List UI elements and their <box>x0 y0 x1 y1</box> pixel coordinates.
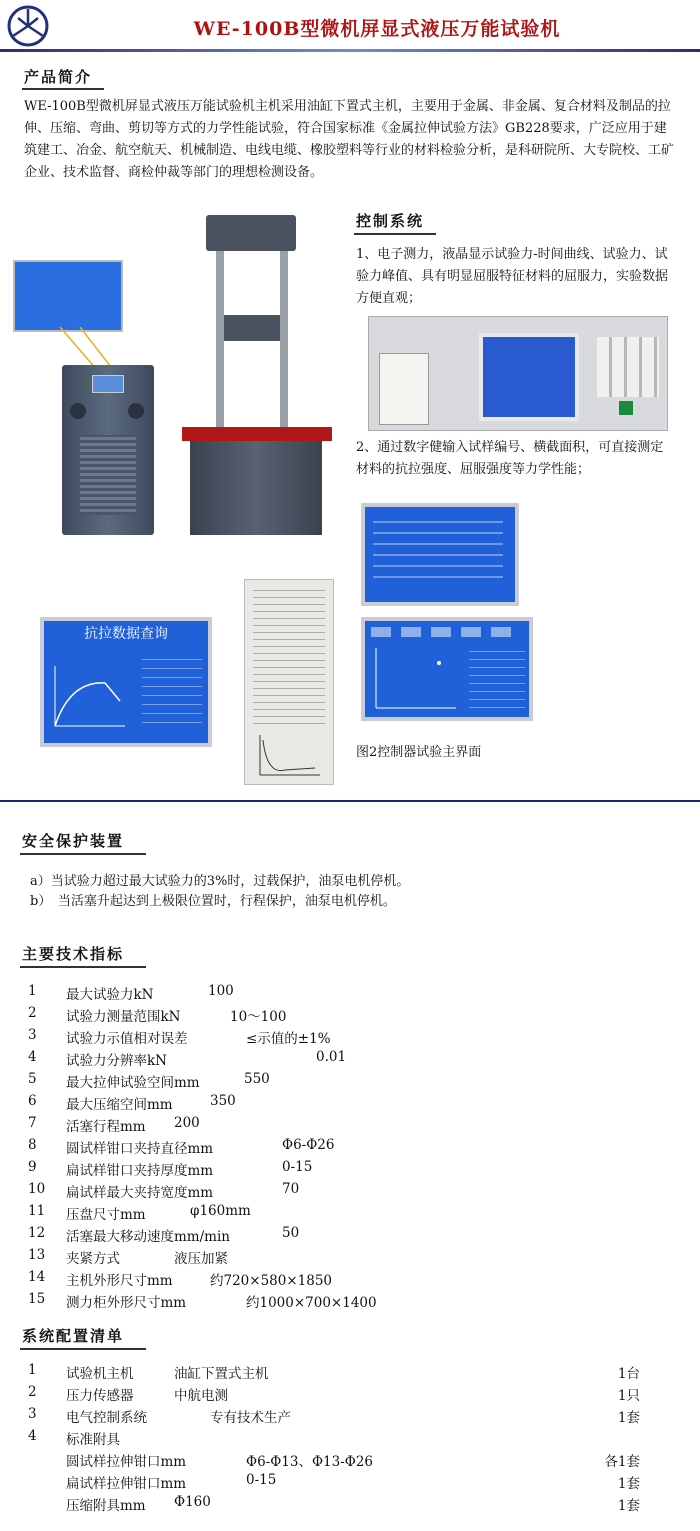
safety-item-b: b） 当活塞升起达到上极限位置时，行程保护，油泵电机停机。 <box>30 894 396 909</box>
safety-heading-rule <box>20 853 146 855</box>
controller-lcd <box>479 333 579 421</box>
config-num: 4 <box>28 1428 37 1444</box>
config-qty: 1套 <box>617 1410 640 1426</box>
specs-heading: 主要技术指标 <box>22 945 125 963</box>
config-row <box>28 1472 648 1494</box>
spec-num: 10 <box>28 1181 46 1197</box>
spec-value: 70 <box>282 1181 300 1197</box>
config-item: 试验机主机 <box>66 1366 134 1382</box>
spec-num: 14 <box>28 1269 46 1285</box>
query-values <box>142 651 202 731</box>
spec-item: 活塞最大移动速度mm/min <box>66 1229 230 1245</box>
spec-value: 200 <box>174 1115 200 1131</box>
printout-curve <box>255 730 325 780</box>
cabinet-knob-left <box>70 403 86 419</box>
config-value: 油缸下置式主机 <box>174 1366 269 1382</box>
spec-value: ≤示值的±1% <box>246 1031 331 1047</box>
spec-num: 15 <box>28 1291 46 1307</box>
spec-num: 3 <box>28 1027 37 1043</box>
control-point-1: 1、电子测力，液晶显示试验力-时间曲线、试验力、试验力峰值、具有明显屈服特征材料的屈服力，实验数据方便直观； <box>356 247 669 306</box>
company-logo <box>6 4 50 48</box>
main-interface-values <box>469 645 525 715</box>
spec-item: 夹紧方式 <box>66 1251 120 1267</box>
config-qty: 1套 <box>617 1476 640 1492</box>
spec-item: 最大压缩空间mm <box>66 1097 173 1113</box>
config-row <box>28 1362 648 1384</box>
query-screen-image <box>40 617 212 747</box>
spec-item: 最大拉伸试验空间mm <box>66 1075 200 1091</box>
config-item: 电气控制系统 <box>66 1410 147 1426</box>
spec-num: 5 <box>28 1071 37 1087</box>
machine-photo <box>10 215 350 545</box>
spec-item: 试验力示值相对误差 <box>66 1031 188 1047</box>
query-screen-title: 抗拉数据查询 <box>84 626 168 642</box>
main-interface-chart <box>371 643 461 713</box>
config-num: 2 <box>28 1384 37 1400</box>
header-divider <box>0 49 700 52</box>
intro-paragraph: WE-100B型微机屏显式液压万能试验机主机采用油缸下置式主机，主要用于金属、非金属、复合材料及制品的拉伸、压缩、弯曲、剪切等方式的力学性能试验，符合国家标准《金属拉伸试验方法》GB228要求，广泛应用于建筑建工、冶金、航空航天、机械制造、电线电缆、橡胶塑料等行业的材料检验分析，是科研院所、大专院校、工矿企业、技术监督、商检仲裁等部门的理想检测设备。 <box>24 99 675 180</box>
spec-value: 约720×580×1850 <box>210 1273 333 1289</box>
config-row <box>28 1494 648 1516</box>
controller-green-button <box>619 401 633 415</box>
config-value: Φ6-Φ13、Φ13-Φ26 <box>246 1454 374 1470</box>
config-item: 压力传感器 <box>66 1388 134 1404</box>
intro-heading: 产品简介 <box>24 68 93 86</box>
spec-num: 4 <box>28 1049 37 1065</box>
spec-num: 2 <box>28 1005 37 1021</box>
section-divider <box>0 800 700 802</box>
spec-item: 试验力分辨率kN <box>66 1053 167 1069</box>
spec-value: 50 <box>282 1225 300 1241</box>
spec-item: 圆试样钳口夹持直径mm <box>66 1141 214 1157</box>
config-qty: 1台 <box>617 1366 640 1382</box>
safety-item-a: a）当试验力超过最大试验力的3%时，过载保护，油泵电机停机。 <box>30 874 410 889</box>
config-row <box>28 1406 648 1428</box>
spec-value: φ160mm <box>190 1203 251 1219</box>
spec-num: 6 <box>28 1093 37 1109</box>
intro-heading-rule <box>22 88 104 90</box>
config-value: 专有技术生产 <box>210 1410 291 1426</box>
machine-column-right <box>280 251 288 431</box>
controller-photo <box>368 316 668 431</box>
page-header <box>0 0 700 48</box>
printout-image <box>244 579 334 785</box>
spec-value: 10～100 <box>230 1009 287 1025</box>
control-cabinet <box>62 365 154 535</box>
spec-item: 最大试验力kN <box>66 987 154 1003</box>
cabinet-display <box>92 375 124 393</box>
spec-num: 11 <box>28 1203 46 1219</box>
menu-screen-image <box>361 503 519 606</box>
main-interface-screen <box>361 617 533 721</box>
main-interface-header <box>371 627 521 637</box>
config-qty: 1套 <box>617 1498 640 1514</box>
cabinet-vent <box>80 435 136 515</box>
cabinet-knob-right <box>128 403 144 419</box>
config-value: 0-15 <box>246 1472 277 1488</box>
spec-value: Φ6-Φ26 <box>282 1137 335 1153</box>
config-item: 扁试样拉伸钳口mm <box>66 1476 187 1492</box>
config-value: Φ160 <box>174 1494 211 1510</box>
lcd-callout-image <box>13 260 123 332</box>
control-heading: 控制系统 <box>356 212 425 230</box>
spec-num: 13 <box>28 1247 46 1263</box>
spec-value: 0-15 <box>282 1159 313 1175</box>
spec-item: 压盘尺寸mm <box>66 1207 146 1223</box>
config-item: 压缩附具mm <box>66 1498 146 1514</box>
config-num: 3 <box>28 1406 37 1422</box>
spec-value: 100 <box>208 983 234 999</box>
config-row <box>28 1384 648 1406</box>
spec-value: 约1000×700×1400 <box>246 1295 377 1311</box>
spec-num: 12 <box>28 1225 46 1241</box>
control-heading-rule <box>354 233 436 235</box>
config-item: 标准附具 <box>66 1432 120 1448</box>
config-item: 圆试样拉伸钳口mm <box>66 1454 187 1470</box>
config-row <box>28 1450 648 1472</box>
spec-item: 测力柜外形尺寸mm <box>66 1295 187 1311</box>
machine-red-table <box>182 427 332 441</box>
menu-lines <box>373 517 503 587</box>
spec-num: 7 <box>28 1115 37 1131</box>
printer-paper <box>379 353 429 425</box>
spec-item: 扁试样钳口夹持厚度mm <box>66 1163 214 1179</box>
machine-base <box>190 441 322 535</box>
config-qty: 1只 <box>617 1388 640 1404</box>
config-heading-rule <box>20 1348 146 1350</box>
spec-value: 550 <box>244 1071 270 1087</box>
query-curve <box>50 661 130 731</box>
spec-item: 主机外形尺寸mm <box>66 1273 173 1289</box>
spec-num: 8 <box>28 1137 37 1153</box>
spec-num: 9 <box>28 1159 37 1175</box>
spec-num: 1 <box>28 983 37 999</box>
controller-keypad <box>597 337 659 397</box>
specs-heading-rule <box>20 966 146 968</box>
spec-value: 0.01 <box>316 1049 347 1065</box>
spec-value: 350 <box>210 1093 236 1109</box>
figure-caption: 图2控制器试验主界面 <box>356 745 482 760</box>
config-heading: 系统配置清单 <box>22 1327 125 1345</box>
safety-heading: 安全保护装置 <box>22 832 125 850</box>
spec-value: 液压加紧 <box>174 1251 228 1267</box>
page-title: WE-100B型微机屏显式液压万能试验机 <box>193 18 561 40</box>
config-row <box>28 1428 648 1450</box>
config-qty: 各1套 <box>604 1454 640 1470</box>
config-num: 1 <box>28 1362 37 1378</box>
config-value: 中航电测 <box>174 1388 228 1404</box>
spec-item: 活塞行程mm <box>66 1119 146 1135</box>
control-point-2: 2、通过数字健输入试样编号、横截面积，可直接测定材料的抗拉强度、屈服强度等力学性能； <box>356 440 664 477</box>
machine-column-left <box>216 251 224 431</box>
machine-middle-crosshead <box>224 315 280 341</box>
spec-item: 试验力测量范围kN <box>66 1009 181 1025</box>
spec-item: 扁试样最大夹持宽度mm <box>66 1185 214 1201</box>
printout-text-lines <box>253 590 325 730</box>
machine-top-crosshead <box>206 215 296 251</box>
